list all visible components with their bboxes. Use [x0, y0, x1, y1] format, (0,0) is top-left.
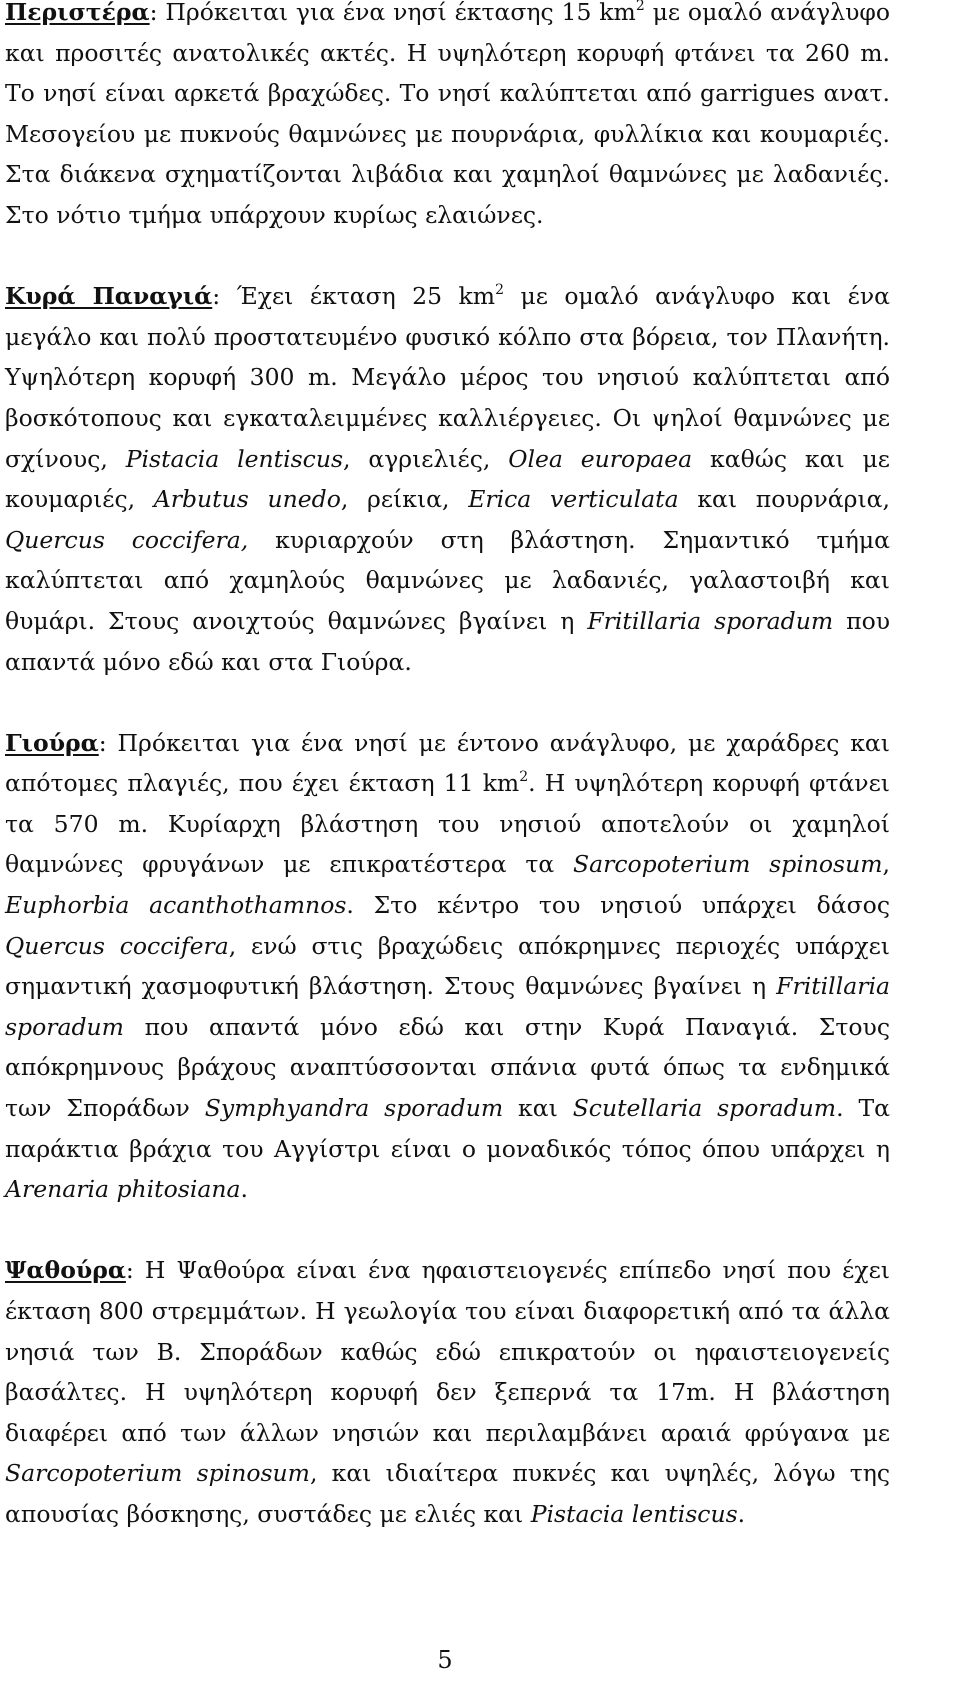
scientific-name: Arenaria phitosiana: [5, 1175, 241, 1204]
text-segment: . Τα παράκτια βράχια του Αγγίστρι είναι ο μοναδικός τόπος όπου υπάρχει η: [5, 1094, 890, 1163]
text-segment: που απαντά μόνο εδώ και στα Γιούρα.: [5, 606, 891, 676]
scientific-name: Scutellaria sporadum: [572, 1094, 837, 1123]
scientific-name: Olea europaea: [508, 444, 693, 473]
scientific-name: Pistacia lentiscus: [125, 444, 344, 473]
text-segment: με ομαλό ανάγλυφο και ένα μεγάλο και πολύ προστατευμένο φυσικό κόλπο στα βόρεια, τον Πλανήτη. Υψηλότερη κορυφή 300 m. Μεγάλο μέρος του νησιού καλύπτεται από βοσκότοπους και εγκαταλειμμένες καλλιέργειες. Οι ψηλοί θαμνώνες με σχίνους,: [5, 282, 890, 473]
page-number: 5: [437, 1646, 453, 1674]
paragraph-kyra-panagia: [5, 276, 890, 682]
scientific-name: Pistacia lentiscus: [530, 1499, 738, 1528]
text-segment: καθώς και με κουμαριές,: [5, 444, 890, 514]
text-segment: , ρείκια,: [340, 485, 469, 514]
scientific-name: Erica verticulata: [468, 485, 679, 514]
text-segment: . Η υψηλότερη κορυφή φτάνει τα 570 m. Κυρίαρχη βλάστηση του νησιού αποτελούν οι χαμηλοί θαμνώνες φρυγάνων με επικρατέστερα τα: [5, 769, 890, 879]
paragraph-gioura: [5, 723, 890, 1210]
scientific-name: Sarcopoterium spinosum: [573, 850, 883, 879]
text-segment: , και ιδιαίτερα πυκνές και υψηλές, λόγω της απουσίας βόσκησης, συστάδες με ελιές και: [5, 1459, 890, 1528]
text-segment: με ομαλό ανάγλυφο και προσιτές ανατολικές ακτές. Η υψηλότερη κορυφή φτάνει τα 260 m. Το νησί είναι αρκετά βραχώδες. Το νησί καλύπτεται από garrigues ανατ. Μεσογείου με πυκνούς θαμνώνες με πουρνάρια, φυλλίκια και κουμαριές. Στα διάκενα σχηματίζονται λιβάδια και χαμηλοί θαμνώνες με λαδανιές. Στο νότιο τμήμα υπάρχουν κυρίως ελαιώνες.: [5, 0, 890, 229]
island-name-kyra-panagia: Κυρά Παναγιά: [5, 282, 213, 311]
text-segment: και πουρνάρια,: [678, 485, 890, 514]
text-segment: : Η Ψαθούρα είναι ένα ηφαιστειογενές επίπεδο νησί που έχει έκταση 800 στρεμμάτων. Η γεωλογία του είναι διαφορετική από τα άλλα νησιά των Β. Σποράδων καθώς εδώ επικρατούν οι ηφαιστειογενείς βασάλτες. Η υψηλότερη κορυφή δεν ξεπερνά τα 17m. Η βλάστηση διαφέρει από των άλλων νησιών και περιλαμβάνει αραιά φρύγανα με: [5, 1256, 890, 1447]
text-segment: : Έχει έκταση 25 km: [212, 282, 496, 311]
text-segment: , ενώ στις βραχώδεις απόκρημνες περιοχές υπάρχει σημαντική χασμοφυτική βλάστηση. Στους θαμνώνες βγαίνει η: [5, 931, 890, 1001]
scientific-name: Fritillaria sporadum: [5, 972, 890, 1041]
scientific-name: Symphyandra sporadum: [204, 1094, 504, 1123]
document-page: [5, 0, 890, 1535]
text-segment: .: [737, 1499, 746, 1528]
paragraph-gap: [5, 236, 890, 277]
text-segment: : Πρόκειται για ένα νησί έκτασης 15 km: [149, 0, 636, 26]
scientific-name: Sarcopoterium spinosum: [5, 1459, 310, 1488]
text-segment: .: [240, 1175, 248, 1204]
superscript: 2: [495, 282, 504, 299]
paragraph-peristera: [5, 0, 890, 236]
text-segment: και: [503, 1094, 573, 1123]
text-segment: ,: [882, 850, 890, 879]
text-segment: , αγριελιές,: [343, 444, 509, 473]
paragraph-psathoura: [5, 1250, 890, 1534]
text-segment: που απαντά μόνο εδώ και στην Κυρά Παναγιά. Στους απόκρημνους βράχους αναπτύσσονται σπάνια φυτά όπως τα ενδημικά των Σποράδων: [5, 1012, 890, 1123]
scientific-name: Quercus coccifera,: [5, 525, 249, 554]
text-segment: κυριαρχούν στη βλάστηση. Σημαντικό τμήμα καλύπτεται από χαμηλούς θαμνώνες με λαδανιές, γαλαστοιβή και θυμάρι. Στους ανοιχτούς θαμνώνες βγαίνει η: [5, 525, 890, 635]
text-segment: . Στο κέντρο του νησιού υπάρχει δάσος: [346, 891, 890, 920]
island-name-psathoura: Ψαθούρα: [5, 1256, 126, 1285]
paragraph-gap: [5, 682, 890, 723]
text-segment: : Πρόκειται για ένα νησί με έντονο ανάγλυφο, με χαράδρες και απότομες πλαγιές, που έχει έκταση 11 km: [5, 728, 890, 798]
paragraph-gap: [5, 1210, 890, 1251]
superscript: 2: [519, 769, 529, 786]
island-name-gioura: Γιούρα: [5, 728, 99, 757]
superscript: 2: [635, 0, 645, 14]
island-name-peristera: Περιστέρα: [5, 0, 150, 26]
scientific-name: Quercus coccifera: [5, 931, 229, 960]
scientific-name: Euphorbia acanthothamnos: [5, 891, 347, 920]
scientific-name: Fritillaria sporadum: [587, 606, 834, 635]
scientific-name: Arbutus unedo: [153, 485, 341, 514]
